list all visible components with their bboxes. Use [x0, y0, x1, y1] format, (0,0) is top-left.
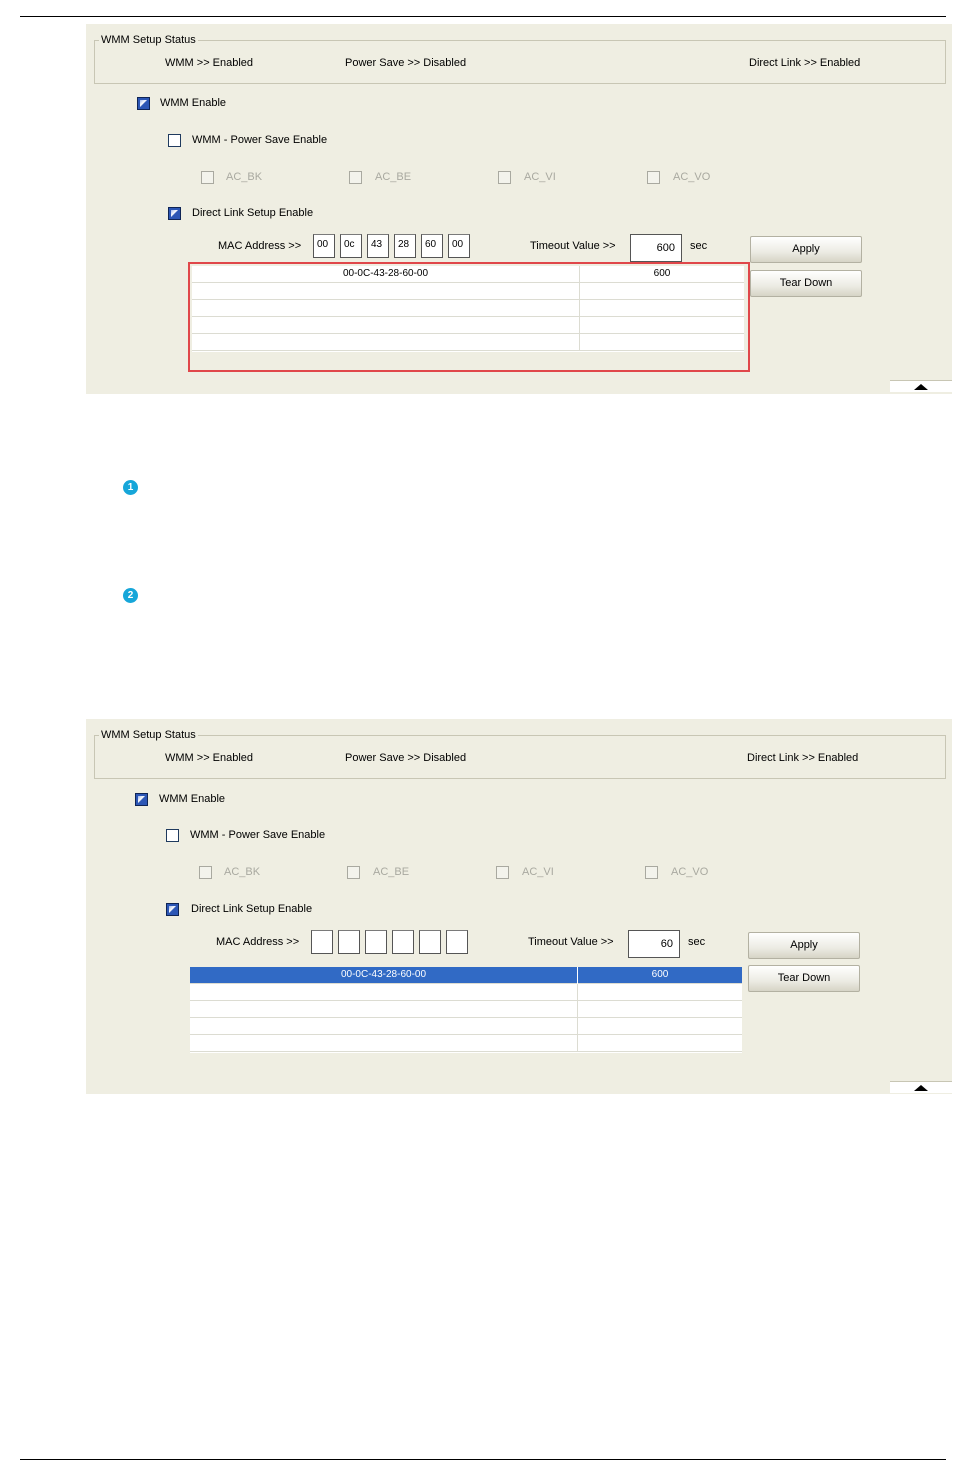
- table-row[interactable]: [190, 1001, 742, 1018]
- page-footer-rule: [20, 1459, 946, 1460]
- table-cell-mac: 00-0C-43-28-60-00: [190, 967, 578, 984]
- table-cell-mac: 00-0C-43-28-60-00: [192, 266, 580, 283]
- table-cell-mac: [190, 1035, 578, 1052]
- ac-bk-checkbox[interactable]: [199, 866, 212, 879]
- ac-vo-checkbox[interactable]: [647, 171, 660, 184]
- mac-octet-5-input[interactable]: [419, 930, 441, 954]
- table-row[interactable]: [190, 984, 742, 1001]
- status-wmm: WMM >> Enabled: [165, 752, 254, 764]
- table-cell-timeout: [578, 1001, 742, 1018]
- ac-vo-label: AC_VO: [673, 171, 711, 183]
- table-cell-mac: [190, 1018, 578, 1035]
- ac-be-checkbox[interactable]: [349, 171, 362, 184]
- tear-down-button[interactable]: Tear Down: [750, 270, 862, 297]
- timeout-unit: sec: [688, 936, 706, 948]
- mac-octet-4-input[interactable]: 28: [394, 234, 416, 258]
- ac-bk-checkbox[interactable]: [201, 171, 214, 184]
- status-direct-link: Direct Link >> Enabled: [749, 57, 861, 69]
- wmm-enable-checkbox[interactable]: [137, 97, 150, 110]
- wmm-power-save-label: WMM - Power Save Enable: [190, 829, 326, 841]
- mac-octet-2-input[interactable]: [338, 930, 360, 954]
- table-cell-mac: [190, 1001, 578, 1018]
- table-cell-mac: [190, 984, 578, 1001]
- table-cell-timeout: [578, 1035, 742, 1052]
- ac-vi-checkbox[interactable]: [498, 171, 511, 184]
- mac-octet-3-input[interactable]: 43: [367, 234, 389, 258]
- ac-be-checkbox[interactable]: [347, 866, 360, 879]
- ac-be-label: AC_BE: [375, 171, 412, 183]
- wmm-power-save-label: WMM - Power Save Enable: [192, 134, 328, 146]
- timeout-unit: sec: [690, 240, 708, 252]
- table-cell-timeout: 600: [653, 268, 671, 279]
- wmm-enable-label: WMM Enable: [160, 97, 227, 109]
- table-cell-timeout: [578, 1018, 742, 1035]
- ac-vi-checkbox[interactable]: [496, 866, 509, 879]
- wmm-enable-checkbox[interactable]: [135, 793, 148, 806]
- ac-bk-label: AC_BK: [226, 171, 263, 183]
- wmm-status-group: [94, 34, 946, 84]
- apply-button[interactable]: Apply: [748, 932, 860, 959]
- wmm-status-group: [94, 729, 946, 779]
- wmm-enable-label: WMM Enable: [159, 793, 226, 805]
- wmm-setup-panel-1: [86, 24, 952, 394]
- status-power-save: Power Save >> Disabled: [345, 752, 467, 764]
- ac-bk-label: AC_BK: [224, 866, 261, 878]
- direct-link-label: Direct Link Setup Enable: [192, 207, 314, 219]
- mac-octet-6-input[interactable]: [446, 930, 468, 954]
- collapse-up-icon[interactable]: [890, 380, 952, 392]
- step-marker-2: 2: [123, 588, 138, 603]
- timeout-input[interactable]: 600: [630, 234, 682, 262]
- direct-link-checkbox[interactable]: [168, 207, 181, 220]
- status-wmm: WMM >> Enabled: [165, 57, 254, 69]
- direct-link-label: Direct Link Setup Enable: [191, 903, 313, 915]
- timeout-label: Timeout Value >>: [530, 240, 616, 252]
- ac-vi-label: AC_VI: [524, 171, 556, 183]
- mac-address-label: MAC Address >>: [216, 936, 300, 948]
- mac-octet-1-input[interactable]: [311, 930, 333, 954]
- mac-octet-4-input[interactable]: [392, 930, 414, 954]
- table-cell-timeout: 600: [651, 969, 669, 980]
- ac-vo-checkbox[interactable]: [645, 866, 658, 879]
- wmm-power-save-checkbox[interactable]: [168, 134, 181, 147]
- table-row[interactable]: [190, 1018, 742, 1035]
- table-cell-timeout: [578, 984, 742, 1001]
- step-marker-1: 1: [123, 480, 138, 495]
- direct-link-checkbox[interactable]: [166, 903, 179, 916]
- timeout-label: Timeout Value >>: [528, 936, 614, 948]
- page-header-rule: [20, 16, 946, 17]
- ac-vi-label: AC_VI: [522, 866, 554, 878]
- collapse-up-icon[interactable]: [890, 1081, 952, 1093]
- tear-down-button[interactable]: Tear Down: [748, 965, 860, 992]
- mac-octet-1-input[interactable]: 00: [313, 234, 335, 258]
- wmm-power-save-checkbox[interactable]: [166, 829, 179, 842]
- ac-vo-label: AC_VO: [671, 866, 709, 878]
- mac-octet-2-input[interactable]: 0c: [340, 234, 362, 258]
- ac-be-label: AC_BE: [373, 866, 410, 878]
- highlight-frame: [188, 262, 750, 372]
- table-row[interactable]: [190, 1035, 742, 1052]
- status-direct-link: Direct Link >> Enabled: [747, 752, 859, 764]
- table-row-selected[interactable]: [190, 967, 742, 984]
- mac-octet-6-input[interactable]: 00: [448, 234, 470, 258]
- apply-button[interactable]: Apply: [750, 236, 862, 263]
- status-power-save: Power Save >> Disabled: [345, 57, 467, 69]
- mac-octet-5-input[interactable]: 60: [421, 234, 443, 258]
- status-legend: WMM Setup Status: [101, 34, 196, 46]
- status-legend: WMM Setup Status: [101, 729, 196, 741]
- mac-octet-3-input[interactable]: [365, 930, 387, 954]
- wmm-setup-panel-2: [86, 719, 952, 1094]
- timeout-input[interactable]: 60: [628, 930, 680, 958]
- direct-link-table: [190, 967, 742, 1053]
- mac-address-label: MAC Address >>: [218, 240, 302, 252]
